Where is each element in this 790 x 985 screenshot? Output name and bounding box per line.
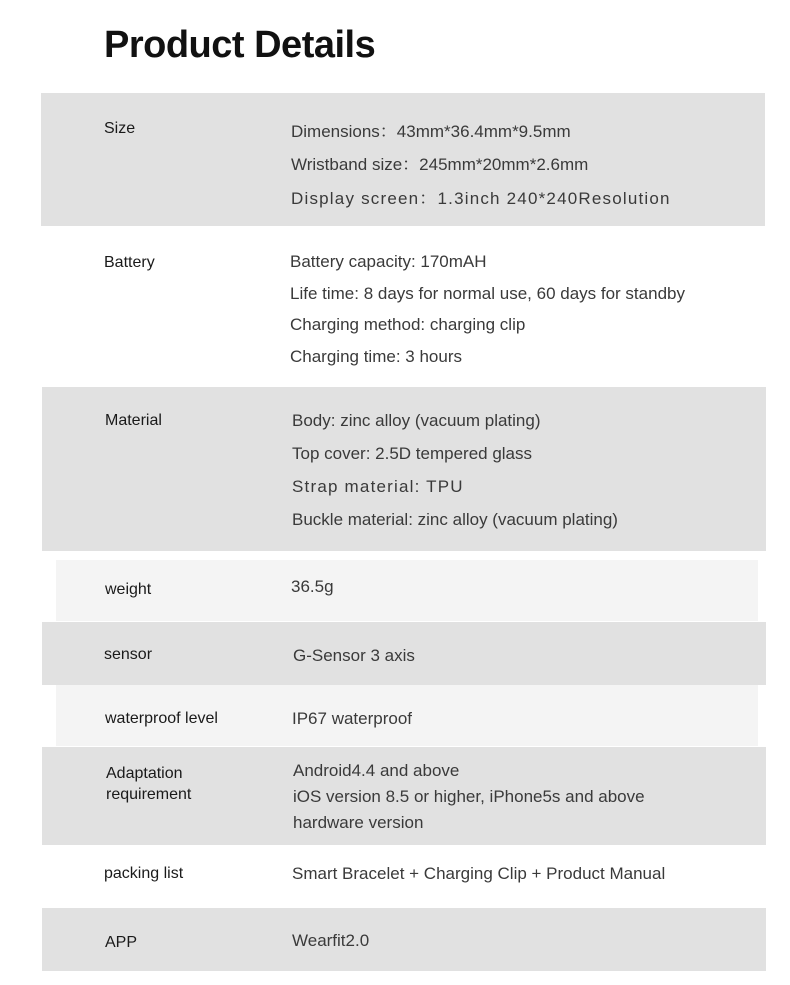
spec-value-top-cover: Top cover: 2.5D tempered glass — [292, 444, 533, 463]
spec-row-weight — [56, 560, 758, 621]
spec-value-packing: Smart Bracelet + Charging Clip + Product Manual — [292, 864, 666, 883]
spec-label-waterproof: waterproof level — [105, 710, 218, 727]
spec-label-material: Material — [105, 412, 162, 429]
spec-row-app — [42, 908, 766, 971]
spec-label-battery: Battery — [104, 254, 155, 271]
spec-value-wristband: Wristband size：245mm*20mm*2.6mm — [291, 155, 589, 174]
spec-value-waterproof: IP67 waterproof — [292, 709, 413, 728]
spec-value-life-time: Life time: 8 days for normal use, 60 days for standby — [290, 284, 685, 303]
spec-value-sensor: G-Sensor 3 axis — [293, 646, 415, 665]
spec-label-size: Size — [104, 120, 136, 137]
spec-label-sensor: sensor — [104, 646, 153, 663]
spec-value-dimensions: Dimensions：43mm*36.4mm*9.5mm — [291, 122, 571, 141]
spec-label-adaptation: Adaptation requirement — [106, 765, 192, 803]
spec-value-app: Wearfit2.0 — [292, 931, 370, 950]
spec-value-charging-method: Charging method: charging clip — [290, 315, 526, 334]
spec-value-charging-time: Charging time: 3 hours — [290, 347, 462, 366]
spec-label-weight: weight — [105, 581, 152, 598]
spec-value-hardware: hardware version — [293, 813, 424, 832]
spec-value-body: Body: zinc alloy (vacuum plating) — [292, 411, 541, 430]
spec-value-battery-capacity: Battery capacity: 170mAH — [290, 252, 487, 271]
page-title: Product Details — [104, 24, 376, 66]
spec-value-android: Android4.4 and above — [293, 761, 460, 780]
spec-value-display: Display screen：1.3inch 240*240Resolution — [291, 189, 671, 208]
spec-label-app: APP — [105, 934, 138, 951]
spec-value-ios: iOS version 8.5 or higher, iPhone5s and above — [293, 787, 645, 806]
spec-label-packing: packing list — [104, 865, 184, 882]
spec-value-strap: Strap material: TPU — [292, 477, 464, 496]
spec-value-buckle: Buckle material: zinc alloy (vacuum plating) — [292, 510, 618, 529]
spec-value-weight: 36.5g — [291, 577, 334, 596]
